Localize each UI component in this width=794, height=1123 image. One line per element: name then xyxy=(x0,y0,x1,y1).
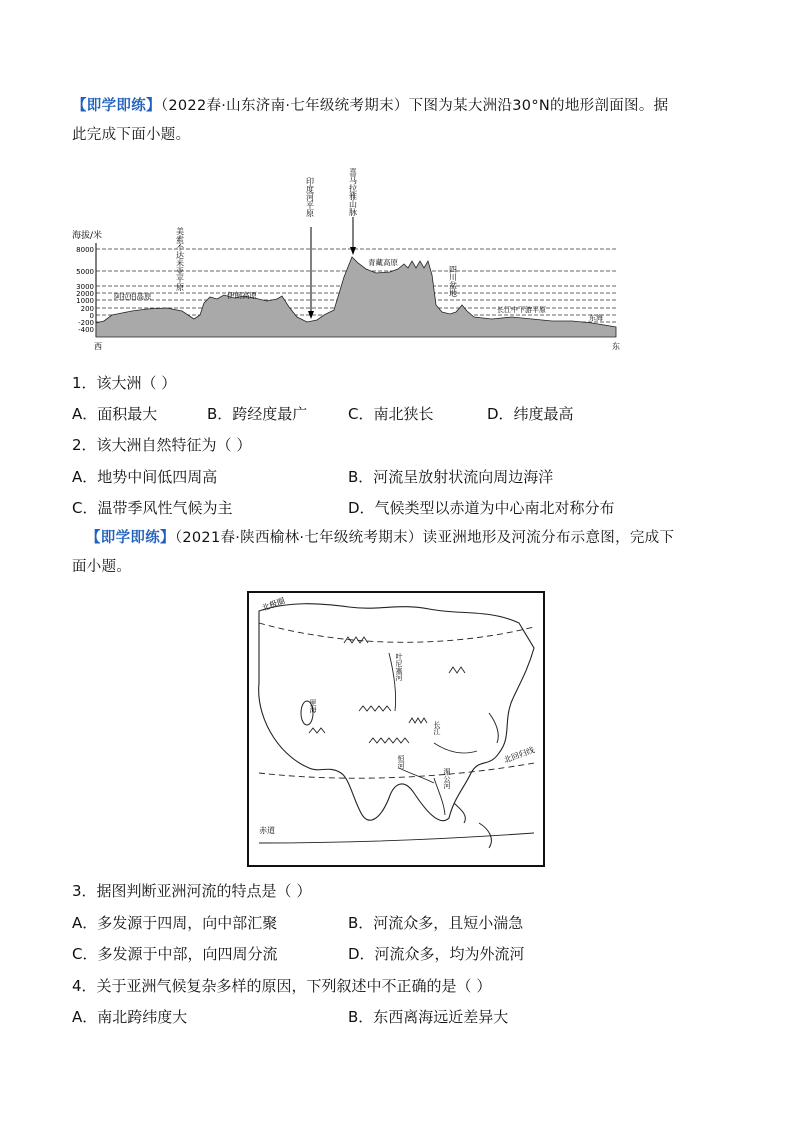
label-west: 西 xyxy=(94,342,102,351)
asia-map-svg xyxy=(249,593,543,865)
tick-2000: 2000 xyxy=(76,290,94,298)
label-equator: 赤道 xyxy=(259,826,275,835)
q1-option-b[interactable]: B．跨经度最广 xyxy=(207,405,308,423)
label-arctic-circle: 北极圈 xyxy=(260,596,287,613)
label-himalaya: 喜马拉雅山脉 xyxy=(348,168,358,216)
label-yenisei: 叶尼塞河 xyxy=(395,653,403,681)
q2-option-c[interactable]: C．温带季风性气候为主 xyxy=(72,499,233,517)
q4-option-a[interactable]: A．南北跨纬度大 xyxy=(72,1008,188,1026)
label-mekong: 湄公河 xyxy=(443,768,451,789)
y-axis-label: 海拔/米 xyxy=(72,231,103,241)
tick-200: 200 xyxy=(80,305,94,313)
tick-3000: 3000 xyxy=(76,283,94,291)
question-1-stem: 1．该大洲（ ） xyxy=(72,374,177,392)
intro-line-2b: 面小题。 xyxy=(72,559,132,575)
intro-line-2: 此完成下面小题。 xyxy=(72,127,191,143)
tick-5000: 5000 xyxy=(76,268,94,276)
intro-block-2 xyxy=(72,524,736,582)
q3-option-d[interactable]: D．河流众多，均为外流河 xyxy=(348,945,525,963)
label-yangtze-river: 长江 xyxy=(433,721,441,735)
intro-block-1 xyxy=(72,92,732,150)
q3-option-c[interactable]: C．多发源于中部，向四周分流 xyxy=(72,945,278,963)
q3-option-b[interactable]: B．河流众多，且短小湍急 xyxy=(348,914,524,932)
label-indus: 印度河平原 xyxy=(305,177,315,217)
practice-tag: 【即学即练】 xyxy=(72,98,161,114)
label-mesopotamia: 美索不达米亚平原 xyxy=(175,227,185,291)
label-tropic: 北回归线 xyxy=(502,745,536,765)
label-east-sea: 东海 xyxy=(589,314,603,322)
q3-option-a[interactable]: A．多发源于四周，向中部汇聚 xyxy=(72,914,278,932)
q2-option-d[interactable]: D．气候类型以赤道为中心南北对称分布 xyxy=(348,499,615,517)
tick-neg200: -200 xyxy=(78,319,94,327)
q1-option-c[interactable]: C．南北狭长 xyxy=(348,405,434,423)
terrain-profile-svg xyxy=(72,165,632,355)
q1-option-d[interactable]: D．纬度最高 xyxy=(487,405,574,423)
question-source: （2022春·山东济南·七年级统考期末）下图为某大洲沿30°N的地形剖面图。据 xyxy=(160,98,669,114)
q1-option-a[interactable]: A．面积最大 xyxy=(72,405,158,423)
terrain-area xyxy=(96,257,616,337)
q2-option-b[interactable]: B．河流呈放射状流向周边海洋 xyxy=(348,468,554,486)
label-east: 东 xyxy=(612,342,620,351)
label-qinghai: 青藏高原 xyxy=(368,258,398,267)
label-ganges: 恒河 xyxy=(397,755,405,769)
practice-tag-2: 【即学即练】 xyxy=(86,530,175,546)
question-2-stem: 2．该大洲自然特征为（ ） xyxy=(72,436,252,454)
question-3-stem: 3．据图判断亚洲河流的特点是（ ） xyxy=(72,882,312,900)
label-iran: 伊朗高原 xyxy=(227,291,257,300)
label-caspian: 里海 xyxy=(309,699,317,713)
terrain-profile-figure xyxy=(72,165,632,355)
tick-8000: 8000 xyxy=(76,246,94,254)
tick-1000: 1000 xyxy=(76,297,94,305)
question-source-2: （2021春·陕西榆林·七年级统考期末）读亚洲地形及河流分布示意图，完成下 xyxy=(174,530,675,546)
q4-option-b[interactable]: B．东西离海远近差异大 xyxy=(348,1008,509,1026)
tick-neg400: -400 xyxy=(78,326,94,334)
q2-option-a[interactable]: A．地势中间低四周高 xyxy=(72,468,218,486)
label-arabia: 阿拉伯高原 xyxy=(114,292,152,301)
tick-0: 0 xyxy=(89,312,94,320)
label-sichuan: 四川盆地 xyxy=(448,265,458,297)
question-4-stem: 4．关于亚洲气候复杂多样的原因，下列叙述中不正确的是（ ） xyxy=(72,977,492,995)
asia-map-figure xyxy=(247,591,545,867)
label-yangtze: 长江中下游平原 xyxy=(497,306,546,314)
